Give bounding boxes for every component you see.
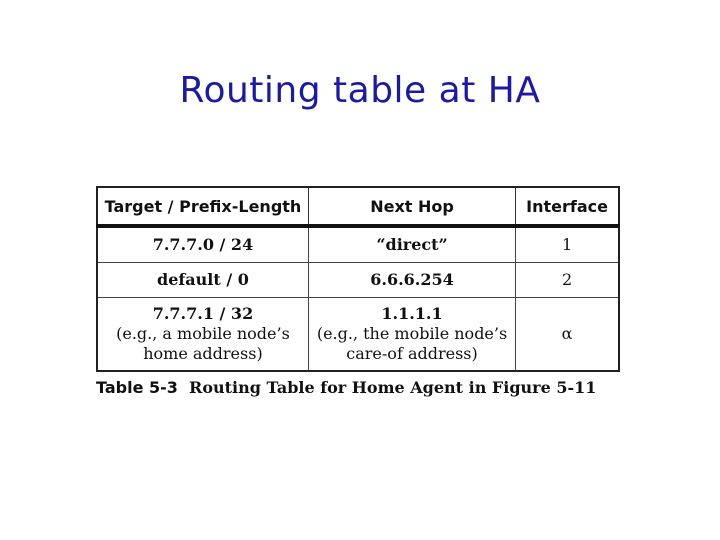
caption-label: Table 5-3 — [96, 378, 178, 397]
slide-title: Routing table at HA — [179, 70, 541, 111]
table-row — [97, 298, 619, 372]
next-hop-value: “direct” — [376, 235, 448, 254]
table-header-row — [97, 187, 619, 226]
next-hop-value: 1.1.1.1 — [381, 304, 443, 323]
caption-text: Routing Table for Home Agent in Figure 5-11 — [189, 378, 597, 397]
routing-table-figure — [96, 186, 622, 397]
table-caption — [96, 378, 622, 397]
interface-value: 1 — [561, 235, 573, 254]
header-next-hop: Next Hop — [308, 187, 515, 226]
target-value: 7.7.7.0 / 24 — [152, 235, 254, 254]
target-value: default / 0 — [157, 270, 249, 289]
cell-interface — [516, 263, 619, 298]
cell-target — [97, 226, 308, 263]
cell-target — [97, 298, 308, 372]
interface-value: α — [561, 324, 573, 343]
target-note: (e.g., a mobile node’s home address) — [116, 324, 290, 363]
header-target: Target / Prefix-Length — [97, 187, 308, 226]
cell-interface — [516, 226, 619, 263]
cell-interface — [516, 298, 619, 372]
routing-table — [96, 186, 620, 372]
cell-next-hop — [308, 226, 515, 263]
table-row — [97, 226, 619, 263]
table-row — [97, 263, 619, 298]
interface-value: 2 — [561, 270, 573, 289]
target-value: 7.7.7.1 / 32 — [152, 304, 254, 323]
cell-target — [97, 263, 308, 298]
cell-next-hop — [308, 298, 515, 372]
cell-next-hop — [308, 263, 515, 298]
next-hop-value: 6.6.6.254 — [370, 270, 454, 289]
header-interface: Interface — [516, 187, 619, 226]
next-hop-note: (e.g., the mobile node’s care-of address) — [316, 324, 508, 363]
